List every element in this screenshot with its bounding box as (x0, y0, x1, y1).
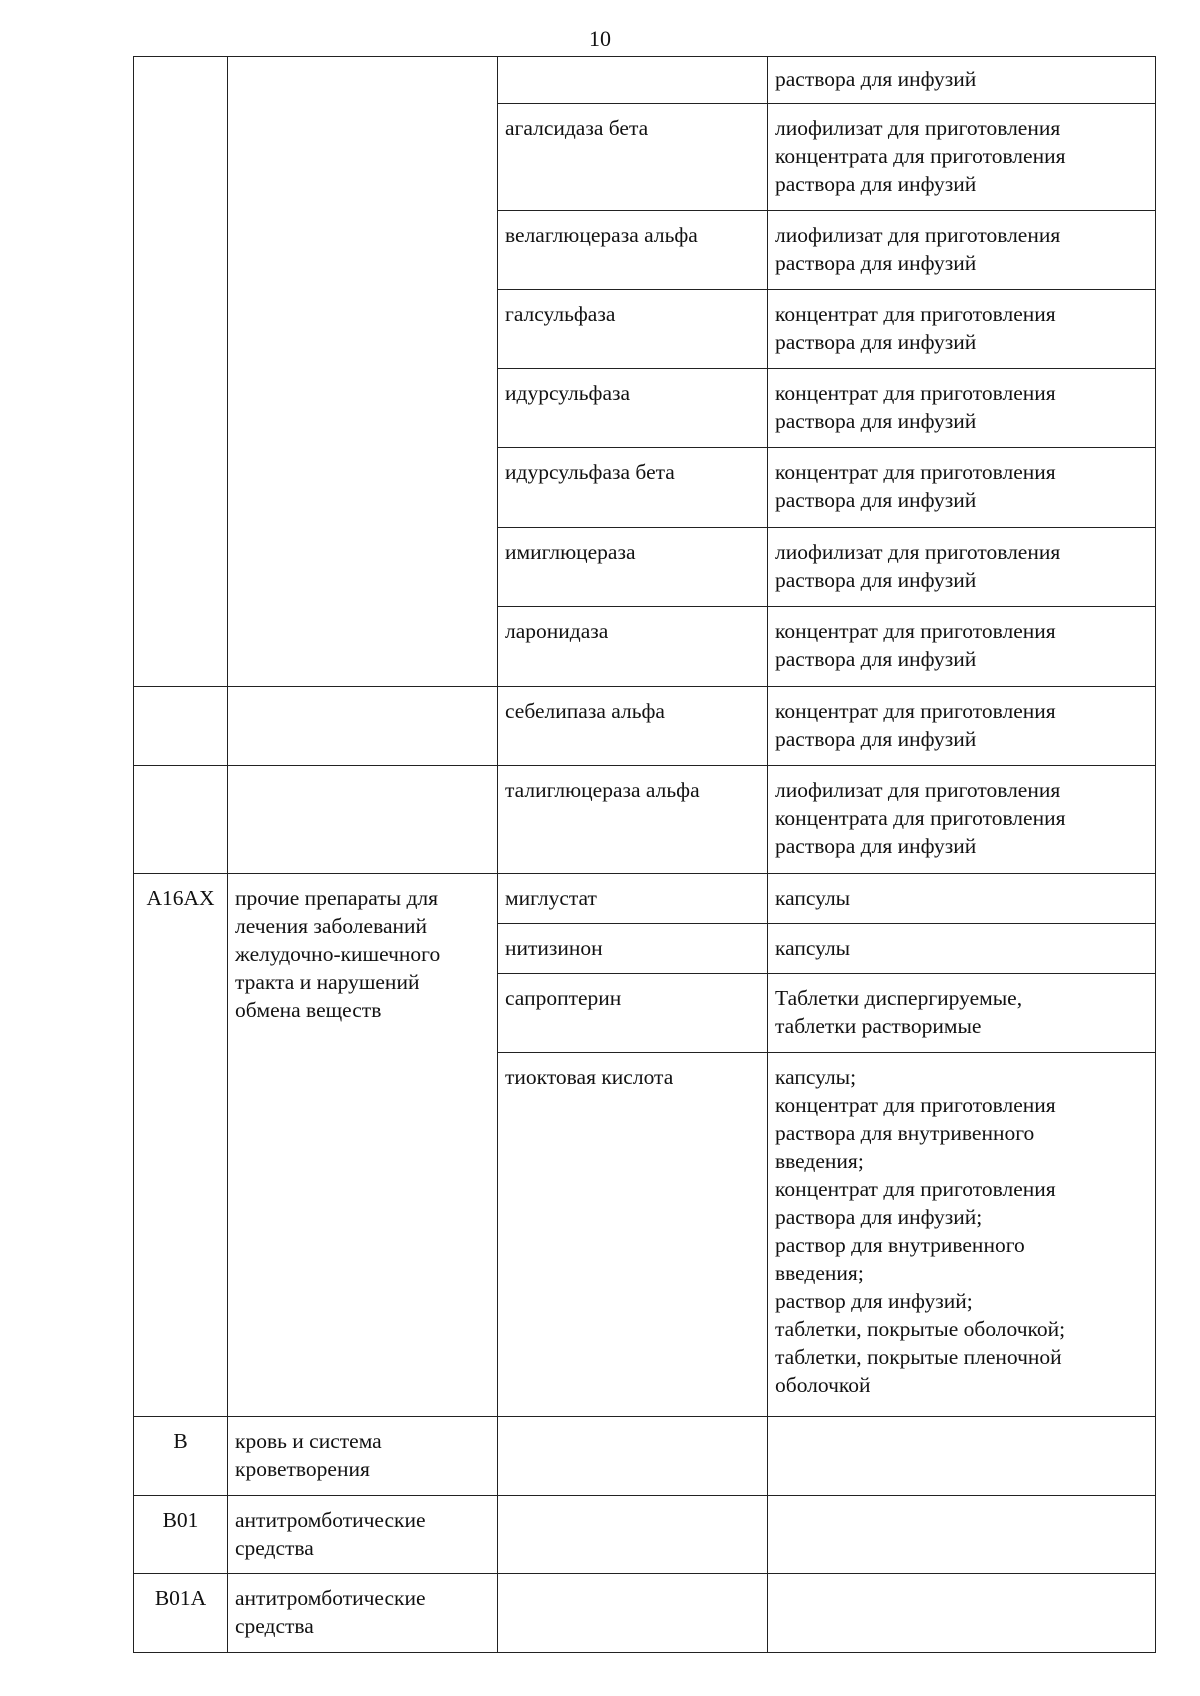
group-cell: прочие препараты для лечения заболеваний желудочно-кишечного тракта и нарушений обмена веществ (228, 874, 498, 1417)
page-number: 10 (589, 26, 611, 51)
drug-cell: миглустат (498, 874, 768, 924)
table-row (134, 57, 1156, 104)
group-cell: кровь и система кроветворения (228, 1417, 498, 1496)
form-cell: лиофилизат для приготовления раствора для инфузий (768, 211, 1156, 290)
table-row (134, 874, 1156, 924)
form-cell: капсулы (768, 874, 1156, 924)
table-row (134, 766, 1156, 874)
form-cell: лиофилизат для приготовления раствора для инфузий (768, 528, 1156, 607)
form-cell: капсулы; концентрат для приготовления раствора для внутривенного введения; концентрат для приготовления раствора для инфузий; раствор для внутривенного введения; раствор для инфузий; таблетки, покрытые оболочкой; таблетки, покрытые пленочной оболочкой (768, 1053, 1156, 1417)
drug-cell: ларонидаза (498, 607, 768, 687)
drug-cell (498, 57, 768, 104)
table-row (134, 1417, 1156, 1496)
form-cell: капсулы (768, 924, 1156, 974)
drug-cell: имиглюцераза (498, 528, 768, 607)
table-row (134, 1574, 1156, 1653)
form-cell (768, 1496, 1156, 1574)
table-row (134, 1496, 1156, 1574)
code-cell (134, 687, 228, 766)
drug-table (133, 56, 1156, 1653)
table-row (134, 687, 1156, 766)
drug-cell (498, 1496, 768, 1574)
code-cell: B01A (134, 1574, 228, 1653)
drug-cell: себелипаза альфа (498, 687, 768, 766)
form-cell: концентрат для приготовления раствора для инфузий (768, 607, 1156, 687)
drug-cell: идурсульфаза бета (498, 448, 768, 528)
group-cell: антитромботические средства (228, 1496, 498, 1574)
drug-cell: сапроптерин (498, 974, 768, 1053)
code-cell: A16AX (134, 874, 228, 1417)
code-cell (134, 766, 228, 874)
form-cell: концентрат для приготовления раствора для инфузий (768, 369, 1156, 448)
drug-cell: галсульфаза (498, 290, 768, 369)
form-cell: Таблетки диспергируемые, таблетки растворимые (768, 974, 1156, 1053)
drug-cell: нитизинон (498, 924, 768, 974)
drug-cell (498, 1417, 768, 1496)
group-cell (228, 57, 498, 687)
drug-cell: идурсульфаза (498, 369, 768, 448)
form-cell: концентрат для приготовления раствора для инфузий (768, 687, 1156, 766)
form-cell: раствора для инфузий (768, 57, 1156, 104)
form-cell (768, 1574, 1156, 1653)
form-cell (768, 1417, 1156, 1496)
drug-cell: агалсидаза бета (498, 104, 768, 211)
drug-cell (498, 1574, 768, 1653)
code-cell: B01 (134, 1496, 228, 1574)
form-cell: лиофилизат для приготовления концентрата для приготовления раствора для инфузий (768, 104, 1156, 211)
form-cell: концентрат для приготовления раствора для инфузий (768, 290, 1156, 369)
form-cell: лиофилизат для приготовления концентрата для приготовления раствора для инфузий (768, 766, 1156, 874)
group-cell: антитромботические средства (228, 1574, 498, 1653)
code-cell: B (134, 1417, 228, 1496)
drug-cell: тиоктовая кислота (498, 1053, 768, 1417)
form-cell: концентрат для приготовления раствора для инфузий (768, 448, 1156, 528)
drug-cell: велаглюцераза альфа (498, 211, 768, 290)
group-cell (228, 766, 498, 874)
code-cell (134, 57, 228, 687)
drug-cell: талиглюцераза альфа (498, 766, 768, 874)
group-cell (228, 687, 498, 766)
